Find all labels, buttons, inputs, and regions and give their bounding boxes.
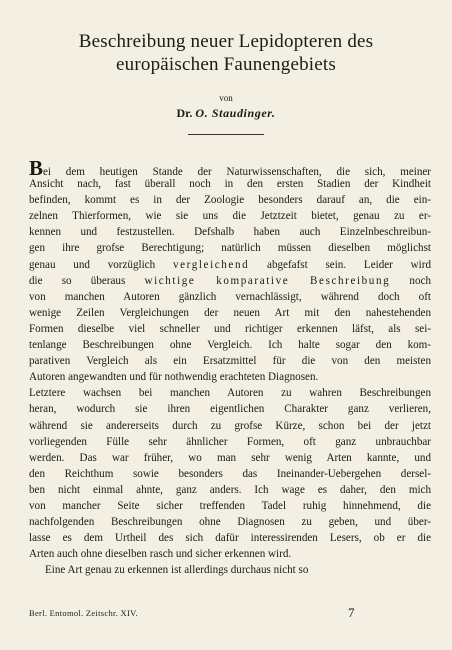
text-line (29, 401, 431, 417)
text-run: ben nicht einmal ahnte, ganz anders. Ich wage es daher, den mich (29, 483, 431, 496)
text-run: befinden, kommt es in der Zoologie besonders darauf an, die ein- (29, 194, 431, 207)
text-run: Arten auch ohne dieselben rasch und sicher erkennen wird. (29, 548, 292, 561)
text-run: den Reichthum sowie besonders das Ineinander-Uebergehen dersel- (29, 467, 431, 480)
text-run: werden. Das war früher, wo man sehr wenig Arten kannte, und (29, 451, 431, 464)
text-line (29, 353, 431, 369)
body-paragraph (29, 156, 431, 578)
text-line (29, 514, 431, 530)
title-line-2: europäischen Faunengebiets (116, 54, 336, 75)
text-line (29, 257, 431, 273)
text-line (29, 208, 431, 224)
title-divider (188, 134, 264, 135)
text-run: wenige Zeilen Vergleichungen der neuen Art mit den nahestehenden (29, 306, 431, 319)
text-line (29, 321, 431, 337)
text-line (29, 530, 431, 546)
text-run: tenlange Beschreibungen ohne Vergleich. Ich halte sogar den kom- (29, 339, 431, 352)
author-name: O. Staudinger. (195, 106, 276, 120)
text-line (29, 498, 431, 514)
text-run: kennen und festzustellen. Defshalb haben auch Einzelnbeschreibun- (29, 226, 431, 239)
text-run: von manchen Autoren gänzlich vernachlässigt, während doch oft (29, 290, 431, 303)
text-run: genau und vorzüglich (29, 258, 173, 271)
text-line (29, 176, 431, 192)
text-run: Letztere wachsen bei manchen Autoren zu wahren Beschreibungen (29, 387, 431, 400)
text-run: Autoren angewandten und für nothwendig erachteten Diagnosen. (29, 371, 319, 384)
text-run: heran, wodurch sie ihren eigentlichen Charakter ganz verlieren, (29, 403, 431, 416)
text-run: während sie andererseits durch zu grofse Kürze, schon bei der jetzt (29, 419, 431, 432)
text-run: die so überaus (29, 274, 145, 287)
spaced-emphasis: wichtige komparative Beschreibung (144, 274, 391, 287)
text-line (29, 192, 431, 208)
text-line (29, 337, 431, 353)
spaced-emphasis: vergleichend (172, 258, 250, 271)
journal-reference: Berl. Entomol. Zeitschr. XIV. (29, 608, 138, 618)
author-title: Dr. (176, 106, 193, 120)
text-line (29, 385, 431, 401)
text-run: nachfolgenden Beschreibungen ohne Diagnosen zu geben, und über- (29, 516, 431, 529)
text-line (29, 273, 431, 289)
text-line (29, 289, 431, 305)
text-line (29, 369, 431, 385)
text-line (29, 418, 431, 434)
byline-von: von (219, 93, 233, 103)
text-run: ei dem heutigen Stande der Naturwissenschaften, die sich, meiner (43, 166, 431, 178)
text-run: von mancher Seite sicher treffenden Tadel ruhig hinnehmend, die (29, 499, 431, 512)
text-run: lasse es dem Urtheil des sich dafür interessirenden Lesers, ob er die (29, 532, 431, 545)
text-run: Formen dieselbe viel schneller und richtiger erkennen läfst, als sei- (29, 322, 431, 335)
text-line (29, 466, 431, 482)
text-line (29, 562, 431, 578)
article-title (0, 30, 452, 76)
text-run: abgefafst sein. Leider wird (249, 258, 431, 271)
text-line (29, 240, 431, 256)
text-run: Eine Art genau zu erkennen ist allerdings durchaus nicht so (45, 564, 309, 577)
signature-mark: 7 (348, 605, 355, 620)
author-line (0, 106, 452, 121)
text-line (29, 305, 431, 321)
drop-capital: B (29, 156, 44, 180)
text-run: parativen Vergleich als ein Ersatzmittel für die von den meisten (29, 355, 431, 368)
text-line (29, 224, 431, 240)
text-line (29, 450, 431, 466)
text-line (29, 546, 431, 562)
title-line-1: Beschreibung neuer Lepidopteren des (78, 31, 374, 52)
text-run: noch (390, 274, 431, 287)
text-line (29, 482, 431, 498)
text-run: gen ihre grofse Berechtigung; natürlich müssen dieselben möglichst (29, 242, 431, 255)
text-line (29, 434, 431, 450)
text-run: zelnen Thierformen, wie sie uns die Jetztzeit bietet, genau zu er- (29, 210, 431, 223)
text-run: vorliegenden Fülle sehr ähnlicher Formen, oft ganz unbrauchbar (29, 435, 431, 448)
text-line (29, 156, 431, 180)
text-run: Ansicht nach, fast überall noch in den ersten Stadien der Kindheit (29, 178, 431, 191)
